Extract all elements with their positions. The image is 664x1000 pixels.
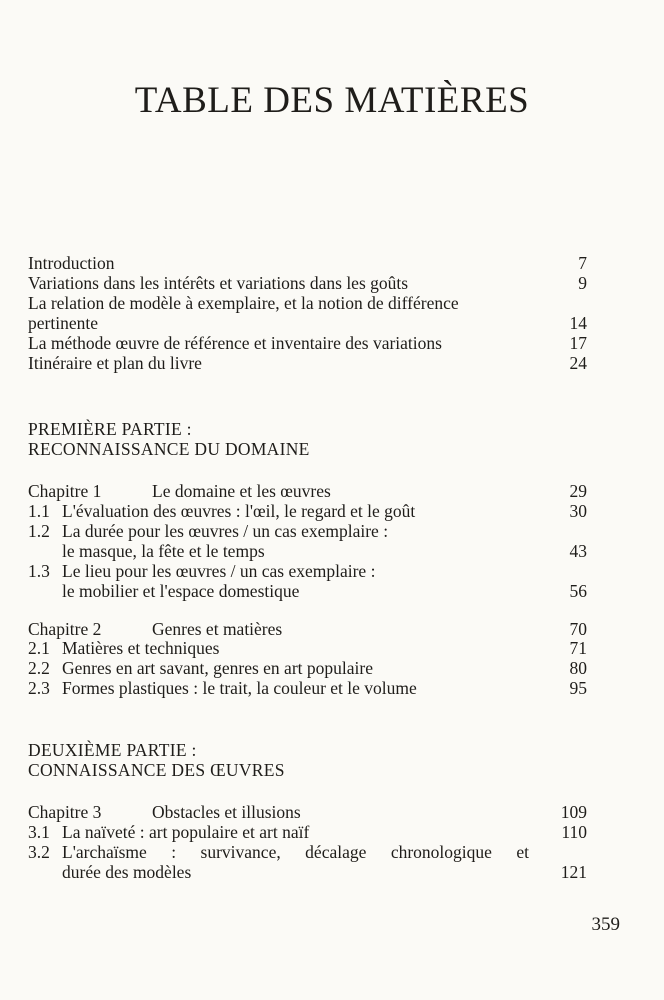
chapter-entry [28,802,587,823]
section-title: durée des modèles [62,862,192,882]
section-entry [28,842,587,863]
toc-entry [28,313,587,334]
section-title: L'évaluation des œuvres : l'œil, le regard et le goût [62,501,416,521]
section-title: La naïveté : art populaire et art naïf [62,822,310,842]
section-entry [28,822,587,843]
part-title-text: CONNAISSANCE DES ŒUVRES [28,760,285,780]
section-page: 121 [560,862,587,882]
section-entry-continued [28,541,587,562]
section-number: 1.2 [28,521,50,541]
part-label-text: PREMIÈRE PARTIE : [28,419,192,439]
section-page: 30 [569,501,587,521]
chapter-page: 70 [569,619,587,639]
part-title-text: RECONNAISSANCE DU DOMAINE [28,439,310,459]
chapter-label: Chapitre 1 [28,481,102,501]
toc-entry-text: Variations dans les intérêts et variations dans les goûts [28,273,409,293]
section-page: 43 [569,541,587,561]
section-number: 3.2 [28,842,50,862]
section-title: Le lieu pour les œuvres / un cas exemplaire : [62,561,376,581]
section-entry [28,638,587,659]
toc-entry [28,353,587,374]
toc-entry-text: Itinéraire et plan du livre [28,353,202,373]
page-title: TABLE DES MATIÈRES [134,80,530,121]
section-entry [28,501,587,522]
toc-entry-text: Introduction [28,253,115,273]
part-title [28,439,587,460]
toc-entry-page: 9 [578,273,587,293]
section-page: 110 [561,822,587,842]
toc-entry [28,273,587,294]
chapter-page: 109 [560,802,587,822]
section-number: 2.3 [28,678,50,698]
chapter-label: Chapitre 2 [28,619,102,639]
chapter-title: Le domaine et les œuvres [152,481,331,501]
section-entry-continued [28,581,587,602]
toc-entry-text: La relation de modèle à exemplaire, et la notion de différence [28,293,459,313]
section-title: le mobilier et l'espace domestique [62,581,300,601]
part-label [28,419,587,440]
section-number: 1.3 [28,561,50,581]
section-title: Formes plastiques : le trait, la couleur et le volume [62,678,417,698]
toc-entry-page: 24 [569,353,587,373]
section-entry [28,561,587,582]
toc-entry-page: 14 [569,313,587,333]
section-entry [28,658,587,679]
section-page: 71 [569,638,587,658]
chapter-entry [28,619,587,640]
section-title: L'archaïsme : survivance, décalage chronologique et [62,842,529,862]
section-title: Matières et techniques [62,638,220,658]
toc-entry-text: La méthode œuvre de référence et inventaire des variations [28,333,442,353]
part-label [28,740,587,761]
chapter-label: Chapitre 3 [28,802,102,822]
toc-entry [28,293,587,314]
chapter-title: Obstacles et illusions [152,802,301,822]
section-title: le masque, la fête et le temps [62,541,265,561]
section-page: 80 [569,658,587,678]
section-entry-continued [28,862,587,883]
section-entry [28,678,587,699]
page-number: 359 [591,914,620,935]
part-title [28,760,587,781]
toc-entry-page: 17 [569,333,587,353]
section-title: Genres en art savant, genres en art populaire [62,658,373,678]
toc-entry-page: 7 [578,253,587,273]
section-number: 3.1 [28,822,50,842]
toc-entry [28,333,587,354]
toc-entry [28,253,587,274]
part-label-text: DEUXIÈME PARTIE : [28,740,197,760]
section-title: La durée pour les œuvres / un cas exemplaire : [62,521,389,541]
section-page: 95 [569,678,587,698]
section-number: 2.1 [28,638,50,658]
toc-entry-text: pertinente [28,313,98,333]
chapter-entry [28,481,587,502]
section-number: 2.2 [28,658,50,678]
chapter-title: Genres et matières [152,619,283,639]
section-page: 56 [569,581,587,601]
chapter-page: 29 [569,481,587,501]
section-entry [28,521,587,542]
section-number: 1.1 [28,501,50,521]
